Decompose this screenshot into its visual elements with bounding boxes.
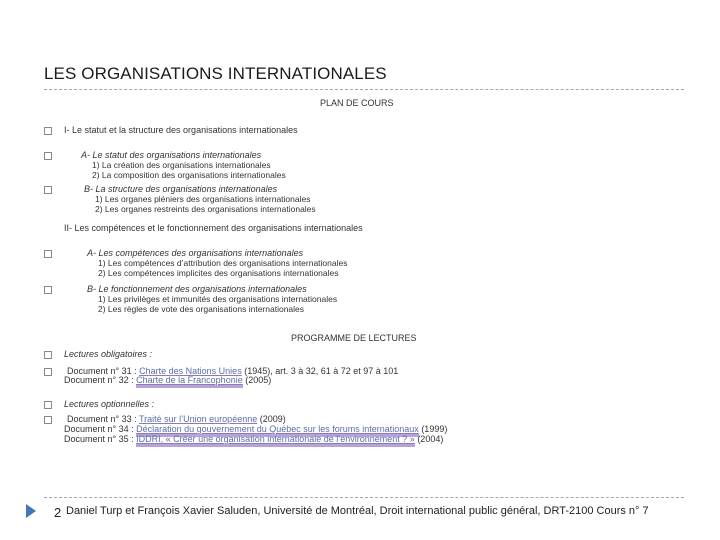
document-33 xyxy=(67,414,286,424)
bullet-box-icon xyxy=(44,368,52,376)
bullet-box-icon xyxy=(44,351,52,359)
bullet-box-icon xyxy=(44,416,52,424)
bullet-box-icon xyxy=(44,286,52,294)
item-a2-2: 2) Les compétences implicites des organisations internationales xyxy=(98,268,339,278)
doc32-prefix: Document n° 32 : xyxy=(64,375,137,385)
doc33-prefix: Document n° 33 : xyxy=(67,414,139,424)
bullet-box-icon xyxy=(44,401,52,409)
section-b2: B- Le fonctionnement des organisations internationales xyxy=(87,284,307,294)
section-a2: A- Les compétences des organisations internationales xyxy=(87,248,304,258)
bullet-box-icon xyxy=(44,186,52,194)
doc34-link[interactable]: Déclaration du gouvernement du Québec sur les forums internationaux xyxy=(136,424,419,437)
document-34 xyxy=(64,424,447,434)
item-b1-2: 2) Les organes restreints des organisations internationales xyxy=(95,204,316,214)
bullet-box-icon xyxy=(44,127,52,135)
doc35-link[interactable]: IDDRI, « Créer une organisation internationale de l’environnement ? » xyxy=(136,434,415,447)
mandatory-label: Lectures obligatoires : xyxy=(64,349,153,359)
part1-heading: I- Le statut et la structure des organisations internationales xyxy=(64,125,298,135)
doc31-suffix: (1945), art. 3 à 32, 61 à 72 et 97 à 101 xyxy=(241,366,399,376)
item-b2-2: 2) Les règles de vote des organisations internationales xyxy=(98,304,305,314)
footer-divider xyxy=(44,497,684,498)
doc34-suffix: (1999) xyxy=(418,424,448,434)
optional-label: Lectures optionnelles : xyxy=(64,399,155,409)
item-b2-1: 1) Les privilèges et immunités des organisations internationales xyxy=(98,294,338,304)
slide-marker-icon xyxy=(26,504,36,518)
doc31-link[interactable]: Charte des Nations Unies xyxy=(139,366,242,376)
doc35-suffix: (2004) xyxy=(414,434,444,444)
doc32-link[interactable]: Charte de la Francophonie xyxy=(136,375,243,388)
item-a2-1: 1) Les compétences d’attribution des organisations internationales xyxy=(98,258,348,268)
document-35 xyxy=(64,434,443,444)
plan-heading: PLAN DE COURS xyxy=(320,98,394,108)
title-divider xyxy=(44,89,684,90)
item-b1-1: 1) Les organes pléniers des organisations internationales xyxy=(95,194,311,204)
doc31-prefix: Document n° 31 : xyxy=(67,366,140,376)
part2-heading: II- Les compétences et le fonctionnement des organisations internationales xyxy=(64,223,363,233)
section-a1: A- Le statut des organisations internationales xyxy=(81,150,262,160)
item-a1-2: 2) La composition des organisations internationales xyxy=(92,170,286,180)
doc35-prefix: Document n° 35 : xyxy=(64,434,137,444)
page-title: LES ORGANISATIONS INTERNATIONALES xyxy=(44,64,387,83)
section-b1: B- La structure des organisations internationales xyxy=(84,184,278,194)
footer-text: Daniel Turp et François Xavier Saluden, Université de Montréal, Droit international public général, DRT-2100 Cours n° 7 xyxy=(66,505,649,517)
item-a1-1: 1) La création des organisations internationales xyxy=(92,160,271,170)
doc32-suffix: (2005) xyxy=(242,375,272,385)
doc34-prefix: Document n° 34 : xyxy=(64,424,137,434)
doc33-suffix: (2009) xyxy=(257,414,286,424)
reading-heading: PROGRAMME DE LECTURES xyxy=(291,333,417,343)
doc33-link[interactable]: Traité sur l’Union européenne xyxy=(138,414,258,424)
bullet-box-icon xyxy=(44,250,52,258)
page-number: 2 xyxy=(54,505,62,520)
bullet-box-icon xyxy=(44,152,52,160)
document-32 xyxy=(64,375,271,385)
